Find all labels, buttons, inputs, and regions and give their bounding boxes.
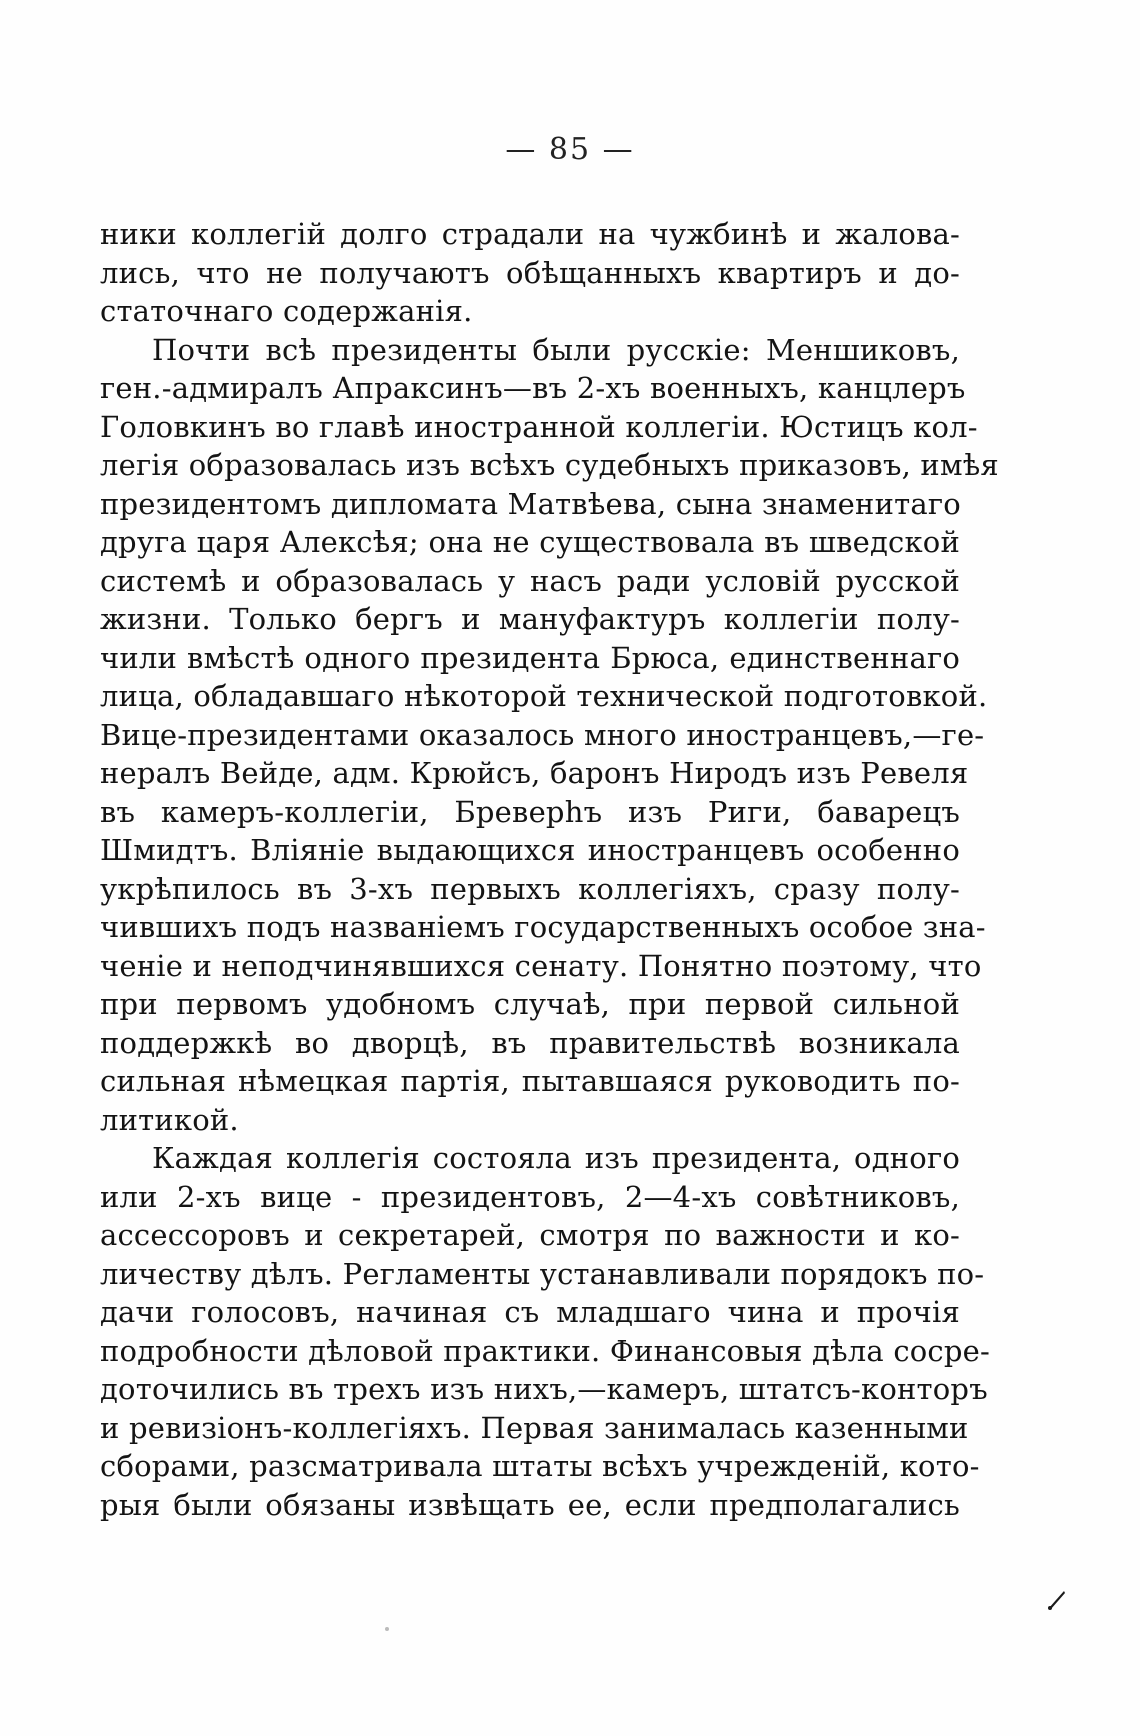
print-speck — [385, 1627, 389, 1631]
text-line: статочнаго содержанія. — [100, 294, 473, 328]
text-line: при первомъ удобномъ случаѣ, при первой сильной — [100, 987, 960, 1021]
ink-mark-icon — [1046, 1588, 1068, 1610]
text-line: литикой. — [100, 1102, 239, 1137]
text-line: лица, обладавшаго нѣкоторой технической подготовкой. — [100, 679, 988, 713]
text-line: Головкинъ во главѣ иностранной коллегіи. Юстицъ кол- — [100, 409, 978, 444]
text-line: чившихъ подъ названіемъ государственныхъ особое зна- — [100, 910, 986, 944]
page-number: — 85 — — [505, 132, 635, 167]
text-line: нералъ Вейде, адм. Крюйсъ, баронъ Ниродъ изъ Ревеля — [100, 756, 969, 790]
text-line: лись, что не получаютъ обѣщанныхъ квартиръ и до- — [100, 255, 960, 290]
text-line: поддержкѣ во дворцѣ, въ правительствѣ возникала — [100, 1025, 960, 1060]
text-line: сильная нѣмецкая партія, пытавшаяся руководить по- — [100, 1064, 960, 1098]
text-line: подробности дѣловой практики. Финансовыя дѣла сосре- — [100, 1333, 990, 1368]
text-line: или 2-хъ вице - президентовъ, 2—4-хъ совѣтниковъ, — [100, 1179, 960, 1214]
text-line: друга царя Алексѣя; она не существовала въ шведской — [100, 525, 960, 559]
text-line: легія образовалась изъ всѣхъ судебныхъ приказовъ, имѣя — [100, 448, 999, 482]
text-line: жизни. Только бергъ и мануфактуръ коллегіи полу- — [100, 602, 960, 636]
paragraph-first-line: Каждая коллегія состояла изъ президента, одного — [152, 1141, 960, 1175]
text-line: въ камеръ-коллегіи, Бреверhъ изъ Риги, баварецъ — [100, 794, 960, 829]
text-line: Вице-президентами оказалось много иностранцевъ,—ге- — [100, 717, 985, 752]
paragraph-first-line: Почти всѣ президенты были русскіе: Меншиковъ, — [152, 332, 960, 367]
text-line: личеству дѣлъ. Регламенты устанавливали порядокъ по- — [100, 1256, 985, 1291]
text-line: укрѣпилось въ 3-хъ первыхъ коллегіяхъ, сразу полу- — [100, 871, 960, 906]
text-line: ассессоровъ и секретарей, смотря по важности и ко- — [100, 1218, 960, 1252]
text-line: дачи голосовъ, начиная съ младшаго чина и прочія — [100, 1295, 960, 1329]
text-line: ген.-адмиралъ Апраксинъ—въ 2-хъ военныхъ, канцлеръ — [100, 371, 966, 405]
text-line: сборами, разсматривала штаты всѣхъ учрежденій, кото- — [100, 1449, 980, 1483]
text-line: рыя были обязаны извѣщать ее, если предполагались — [100, 1487, 960, 1522]
text-line: доточились въ трехъ изъ нихъ,—камеръ, штатсъ-конторъ — [100, 1372, 988, 1406]
body-text — [100, 215, 999, 1524]
text-line: ченіе и неподчинявшихся сенату. Понятно поэтому, что — [100, 948, 982, 983]
text-line: и ревизіонъ-коллегіяхъ. Первая занималась казенными — [100, 1410, 969, 1445]
text-line: Шмидтъ. Вліяніе выдающихся иностранцевъ особенно — [100, 833, 960, 867]
text-line: чили вмѣстѣ одного президента Брюса, единственнаго — [100, 640, 960, 675]
text-line: системѣ и образовалась у насъ ради условій русской — [100, 563, 960, 598]
text-line: президентомъ дипломата Матвѣева, сына знаменитаго — [100, 486, 961, 521]
text-line: ники коллегій долго страдали на чужбинѣ и жалова- — [100, 217, 960, 251]
